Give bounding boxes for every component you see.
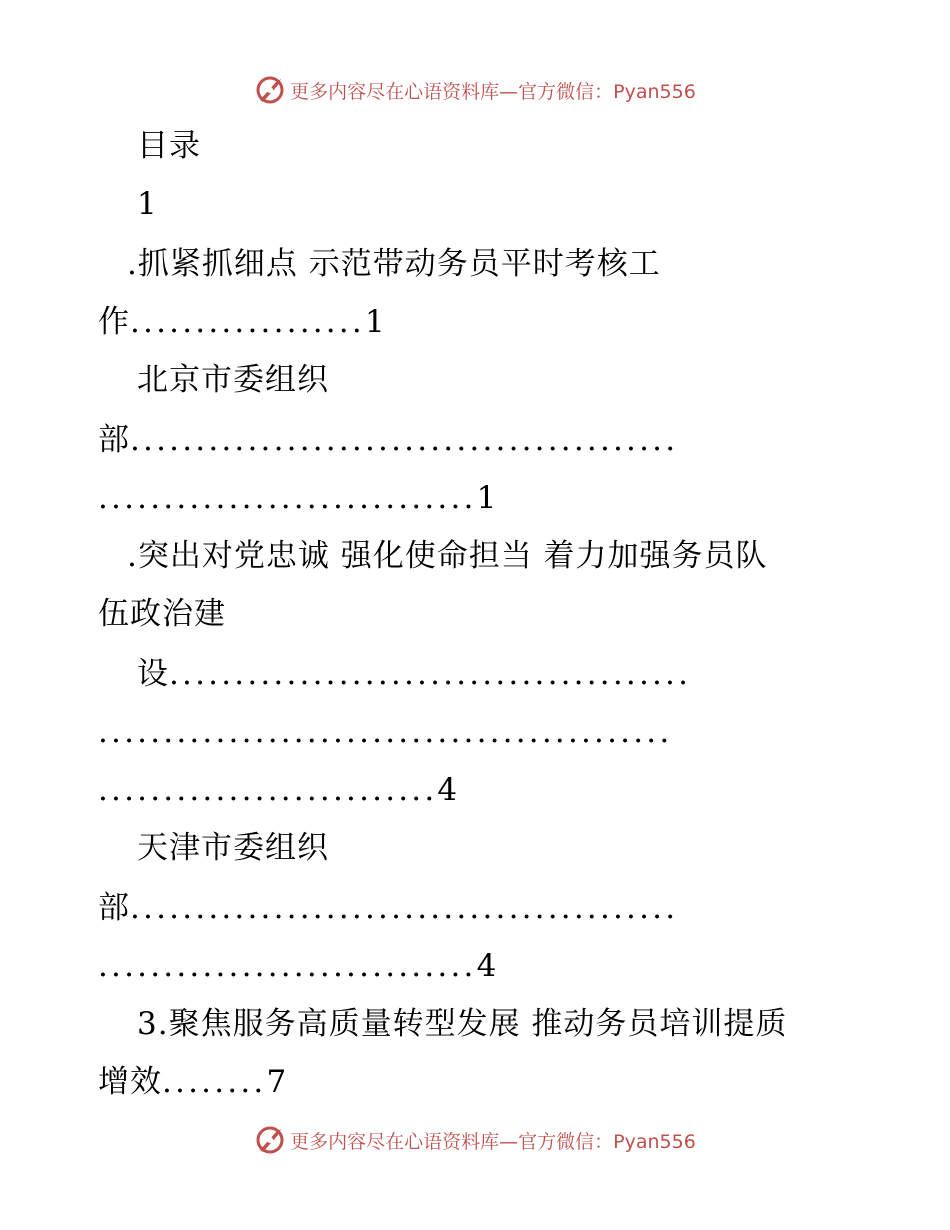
- toc-entry-1-org-leader-row: [98, 478, 497, 518]
- toc-entry-1-title: .抓紧抓细点 示范带动务员平时考核工: [127, 246, 661, 282]
- toc-entry-2-leader-b: ............................................: [98, 714, 673, 750]
- toc-entry-2-org-cont: [98, 888, 678, 928]
- toc-entry-2-org: 天津市委组织: [137, 830, 329, 866]
- toc-entry-1-org-cont: [98, 420, 678, 460]
- toc-entry-2-org-leader: ..........................................: [130, 890, 679, 926]
- toc-entry-3-title-cont: [98, 1062, 287, 1102]
- watermark-text: 更多内容尽在心语资料库—官方微信：Pyan556: [290, 1130, 696, 1153]
- toc-heading: 目录: [137, 128, 201, 164]
- toc-entry-1-page: 1: [364, 304, 386, 340]
- toc-entry-2-leader: ........................................: [169, 656, 692, 692]
- toc-entry-2-org-tail: 部: [98, 890, 130, 926]
- toc-entry-2-page: 4: [437, 772, 459, 808]
- toc-entry-3-leader: ........: [162, 1064, 267, 1100]
- toc-number: 1: [137, 186, 158, 222]
- toc-entry-2-leader-c: ..........................: [98, 772, 438, 808]
- toc-entry-2-org-leader-row: [98, 946, 497, 986]
- toc-entry-2-title-tail-row: [137, 654, 691, 694]
- toc-entry-1-org-leader-b: .............................: [98, 480, 477, 516]
- toc-entry-2-title-tail: 设: [137, 656, 169, 692]
- toc-entry-1-org-leader: ..........................................: [130, 422, 679, 458]
- toc-entry-1-org-page: 1: [476, 480, 498, 516]
- toc-entry-1-leader: ..................: [130, 304, 365, 340]
- toc-entry-2-leader-row-c: [98, 770, 458, 810]
- toc-entry-2-title-cont: 伍政治建: [98, 596, 226, 632]
- toc-entry-1-org: 北京市委组织: [137, 362, 329, 398]
- toc-entry-2-title: .突出对党忠诚 强化使命担当 着力加强务员队: [127, 538, 768, 574]
- pen-logo-icon: [254, 74, 286, 106]
- toc-entry-2-org-page: 4: [476, 948, 498, 984]
- toc-entry-3-page: 7: [266, 1064, 288, 1100]
- watermark-text: 更多内容尽在心语资料库—官方微信：Pyan556: [290, 80, 696, 103]
- toc-entry-1-title-tail: 作: [98, 304, 130, 340]
- toc-entry-3-title-tail: 增效: [98, 1064, 162, 1100]
- toc-entry-2-org-leader-b: .............................: [98, 948, 477, 984]
- toc-entry-1-title-cont: [98, 302, 386, 342]
- toc-entry-2-leader-row: [98, 712, 672, 752]
- toc-entry-3-title: 3.聚焦服务高质量转型发展 推动务员培训提质: [137, 1006, 788, 1042]
- pen-logo-icon: [254, 1124, 286, 1156]
- header-watermark: [0, 70, 950, 110]
- toc-entry-1-org-tail: 部: [98, 422, 130, 458]
- footer-watermark: [0, 1120, 950, 1160]
